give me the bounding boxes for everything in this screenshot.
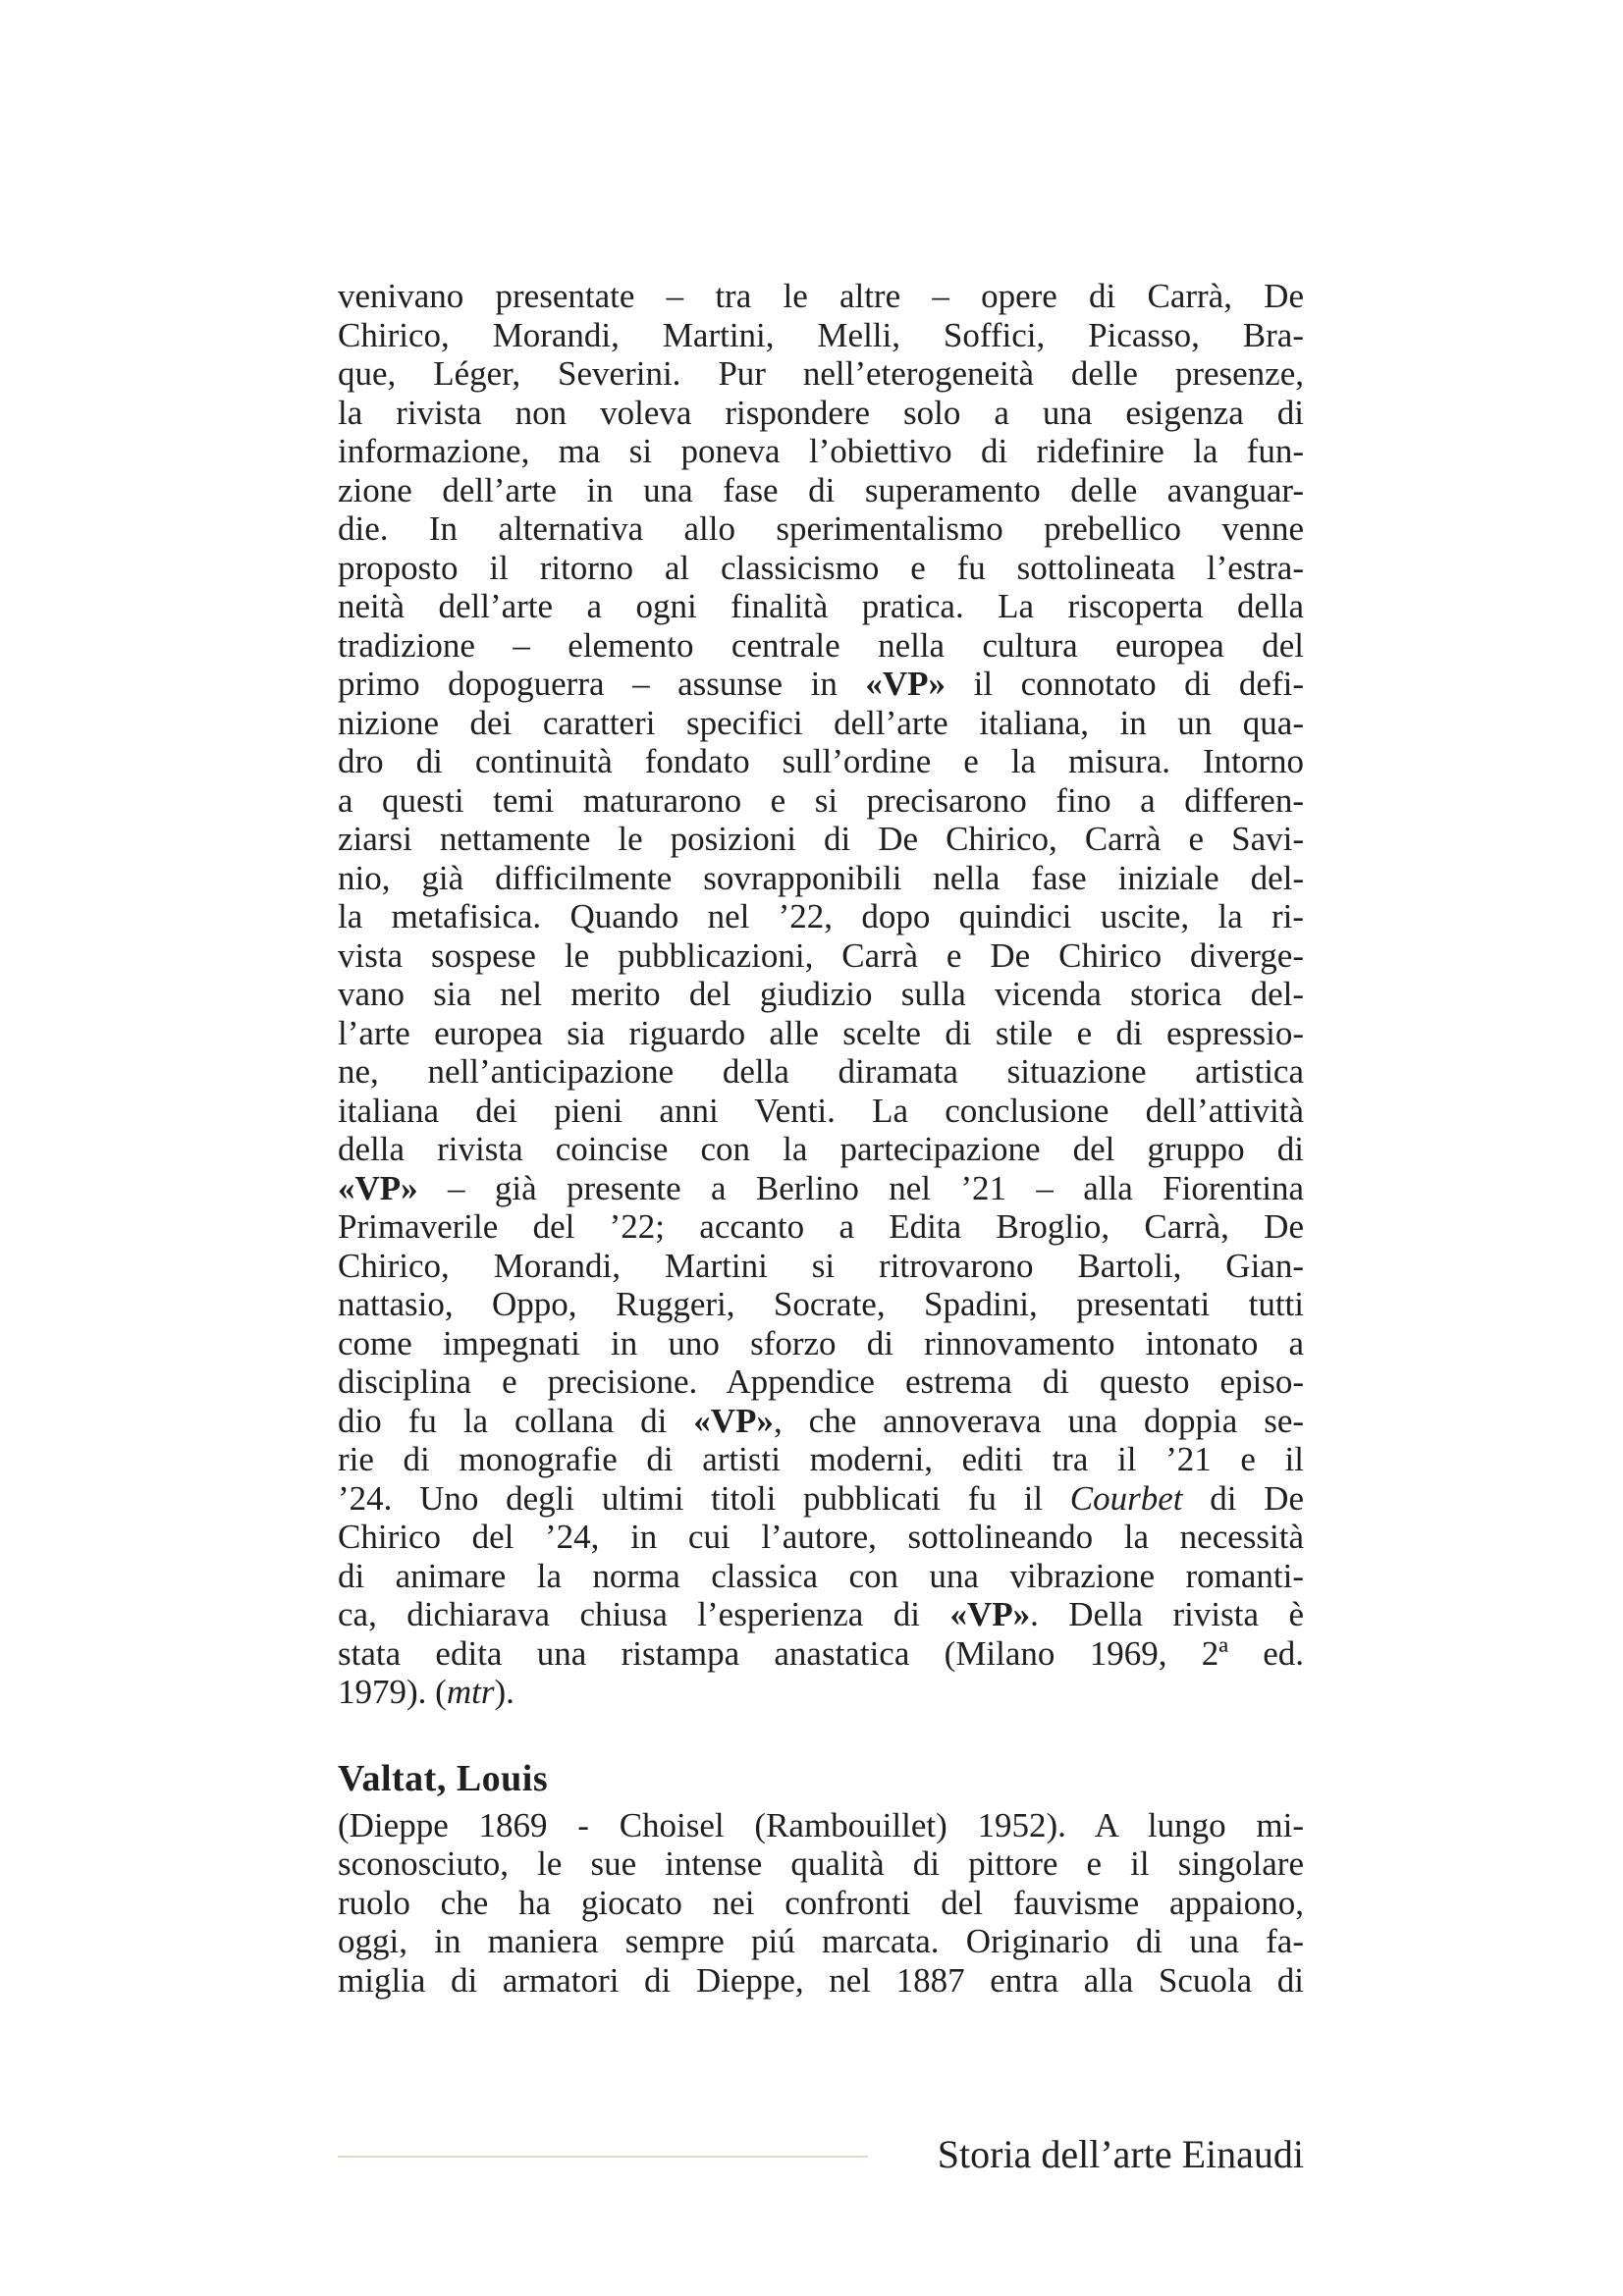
text-line: disciplina e precisione. Appendice estrema di questo episo- <box>338 1362 1304 1401</box>
text-line: proposto il ritorno al classicismo e fu sottolineata l’estra- <box>338 548 1304 587</box>
text-line <box>338 1169 1304 1208</box>
text-line <box>338 665 1304 704</box>
text-line: Chirico, Morandi, Martini, Melli, Soffici, Picasso, Bra- <box>338 315 1304 354</box>
text-line: italiana dei pieni anni Venti. La conclusione dell’attività <box>338 1091 1304 1130</box>
text-line: Primaverile del ’22; accanto a Edita Broglio, Carrà, De <box>338 1207 1304 1246</box>
journal-abbrev: «VP» <box>865 665 947 703</box>
footer-title: Storia dell’arte Einaudi <box>937 2132 1304 2176</box>
text-line: vano sia nel merito del giudizio sulla vicenda storica del- <box>338 975 1304 1013</box>
text-line <box>338 1595 1304 1634</box>
text-line: ziarsi nettamente le posizioni di De Chirico, Carrà e Savi- <box>338 820 1304 858</box>
text-line: della rivista coincise con la partecipazione del gruppo di <box>338 1130 1304 1168</box>
text-segment: ). <box>494 1673 514 1711</box>
text-line: que, Léger, Severini. Pur nell’eterogeneità delle presenze, <box>338 354 1304 393</box>
text-line: miglia di armatori di Dieppe, nel 1887 entra alla Scuola di <box>338 1960 1304 2000</box>
text-line: neità dell’arte a ogni finalità pratica. La riscoperta della <box>338 587 1304 625</box>
text-line: l’arte europea sia riguardo alle scelte di stile e di espressio- <box>338 1013 1304 1052</box>
text-line: rie di monografie di artisti moderni, editi tra il ’21 e il <box>338 1440 1304 1478</box>
entry-heading: Valtat, Louis <box>338 1757 549 1799</box>
text-segment: ca, dichiarava chiusa l’esperienza di <box>338 1595 950 1633</box>
footer-rule <box>338 2156 868 2158</box>
text-segment: il connotato di defi- <box>946 665 1304 703</box>
journal-abbrev: «VP» <box>949 1595 1031 1633</box>
text-line: come impegnati in uno sforzo di rinnovamento intonato a <box>338 1323 1304 1362</box>
text-segment: 1979). ( <box>338 1673 447 1711</box>
text-line: Chirico, Morandi, Martini si ritrovarono Bartoli, Gian- <box>338 1246 1304 1285</box>
book-title: Courbet <box>1069 1478 1183 1518</box>
text-line: la rivista non voleva rispondere solo a una esigenza di <box>338 393 1304 432</box>
journal-abbrev: «VP» <box>338 1168 418 1207</box>
text-line: ne, nell’anticipazione della diramata situazione artistica <box>338 1052 1304 1091</box>
text-line: vista sospese le pubblicazioni, Carrà e De Chirico diverge- <box>338 935 1304 975</box>
journal-abbrev: «VP» <box>693 1401 774 1440</box>
text-line: venivano presentate – tra le altre – opere di Carrà, De <box>338 277 1304 315</box>
text-line: tradizione – elemento centrale nella cultura europea del <box>338 625 1304 665</box>
text-line: oggi, in maniera sempre piú marcata. Originario di una fa- <box>338 1922 1304 1960</box>
text-line <box>338 1402 1304 1441</box>
text-segment: primo dopoguerra – assunse in <box>338 665 866 703</box>
text-line: Chirico del ’24, in cui l’autore, sottolineando la necessità <box>338 1518 1304 1556</box>
text-line: (Dieppe 1869 - Choisel (Rambouillet) 1952). A lungo mi- <box>338 1805 1304 1844</box>
text-segment: dio fu la collana di <box>338 1401 694 1440</box>
text-line: sconosciuto, le sue intense qualità di pittore e il singolare <box>338 1844 1304 1883</box>
text-line: a questi temi maturarono e si precisarono fino a differen- <box>338 780 1304 820</box>
text-line: dro di continuità fondato sull’ordine e la misura. Intorno <box>338 742 1304 780</box>
text-line: zione dell’arte in una fase di superamento delle avanguar- <box>338 470 1304 509</box>
text-line <box>338 1479 1304 1519</box>
text-segment: ’24. Uno degli ultimi titoli pubblicati fu il <box>338 1478 1070 1518</box>
text-segment: – già presente a Berlino nel ’21 – alla Fiorentina <box>417 1168 1304 1207</box>
text-line: nizione dei caratteri specifici dell’arte italiana, in un qua- <box>338 703 1304 742</box>
text-line: informazione, ma si poneva l’obiettivo di ridefinire la fun- <box>338 432 1304 470</box>
text-line: nio, già difficilmente sovrapponibili nella fase iniziale del- <box>338 858 1304 897</box>
author-initials: mtr <box>446 1673 495 1711</box>
article-body <box>338 277 1304 2000</box>
text-line: ruolo che ha giocato nei confronti del fauvisme appaiono, <box>338 1883 1304 1922</box>
text-segment: , che annoverava una doppia se- <box>773 1401 1304 1440</box>
text-line: nattasio, Oppo, Ruggeri, Socrate, Spadini, presentati tutti <box>338 1285 1304 1323</box>
text-segment: di De <box>1182 1478 1304 1518</box>
text-line <box>338 1673 1304 1712</box>
text-line: la metafisica. Quando nel ’22, dopo quindici uscite, la ri- <box>338 897 1304 935</box>
text-line: die. In alternativa allo sperimentalismo prebellico venne <box>338 509 1304 548</box>
text-segment: . Della rivista è <box>1030 1595 1304 1633</box>
page-footer <box>338 2130 1304 2179</box>
text-line: stata edita una ristampa anastatica (Milano 1969, 2ª ed. <box>338 1633 1304 1673</box>
text-line: di animare la norma classica con una vibrazione romanti- <box>338 1556 1304 1595</box>
